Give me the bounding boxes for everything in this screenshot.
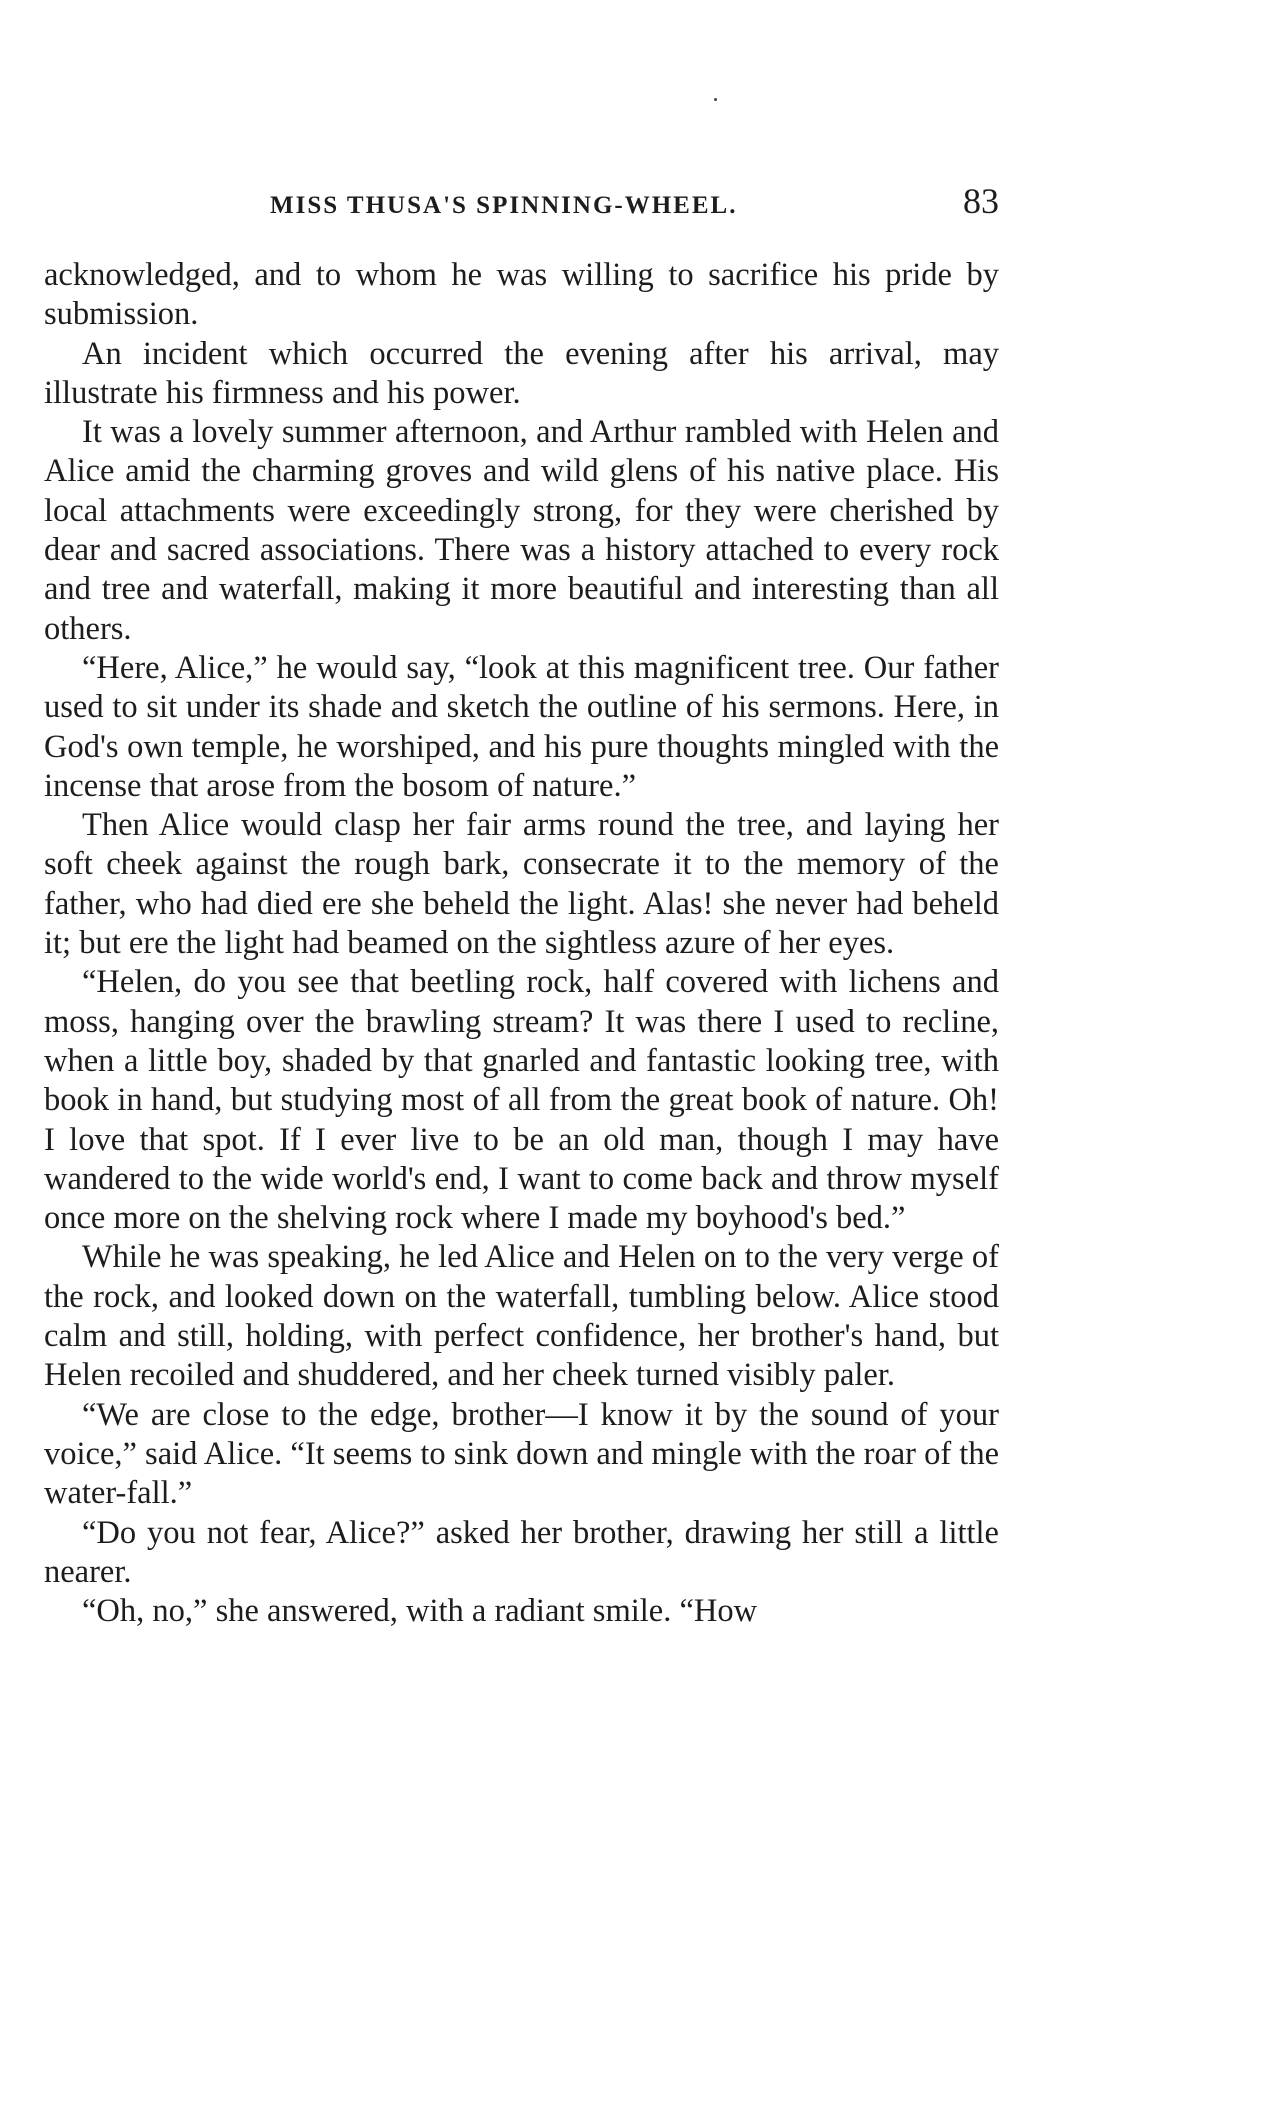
running-head (44, 178, 999, 228)
paragraph: “Here, Alice,” he would say, “look at this magnificent tree. Our father used to sit under its shade and sketch the outline of his sermons. Here, in God's own temple, he worshiped, and his pure thoughts mingled with the incense that arose from the bosom of nature.” (44, 649, 999, 804)
paragraph: “Helen, do you see that beetling rock, half covered with lichens and moss, hanging over the brawling stream? It was there I used to recline, when a little boy, shaded by that gnarled and fantastic looking tree, with book in hand, but studying most of all from the great book of nature. Oh! I love that spot. If I ever live to be an old man, though I may have wandered to the wide world's end, I want to come back and throw myself once more on the shelving rock where I made my boyhood's bed.” (44, 964, 999, 1237)
paragraph: “Oh, no,” she answered, with a radiant smile. “How (82, 1593, 758, 1630)
paragraph: Then Alice would clasp her fair arms round the tree, and laying her soft cheek against the rough bark, consecrate it to the memory of the father, who had died ere she beheld the light. Alas! she never had beheld it; but ere the light had beamed on the sightless azure of her eyes. (44, 807, 999, 962)
ink-speck (714, 98, 717, 101)
paragraph: “We are close to the edge, brother—I know it by the sound of your voice,” said Alice. “It seems to sink down and mingle with the roar of the water-fall.” (44, 1396, 999, 1512)
paragraph: acknowledged, and to whom he was willing to sacrifice his pride by submission. (44, 257, 999, 333)
body-text (44, 256, 999, 1631)
paragraph: While he was speaking, he led Alice and Helen on to the very verge of the rock, and looked down on the waterfall, tumbling below. Alice stood calm and still, holding, with perfect confidence, her brother's hand, but Helen recoiled and shuddered, and her cheek turned visibly paler. (44, 1239, 999, 1394)
paragraph: An incident which occurred the evening after his arrival, may illustrate his firmness and his power. (44, 335, 999, 411)
paragraph: It was a lovely summer afternoon, and Arthur rambled with Helen and Alice amid the charming groves and wild glens of his native place. His local attachments were exceedingly strong, for they were cherished by dear and sacred associations. There was a history attached to every rock and tree and waterfall, making it more beautiful and interesting than all others. (44, 414, 999, 647)
running-title: MISS THUSA'S SPINNING-WHEEL. (270, 192, 738, 219)
page-number: 83 (963, 181, 999, 221)
paragraph: “Do you not fear, Alice?” asked her brother, drawing her still a little nearer. (44, 1514, 999, 1590)
